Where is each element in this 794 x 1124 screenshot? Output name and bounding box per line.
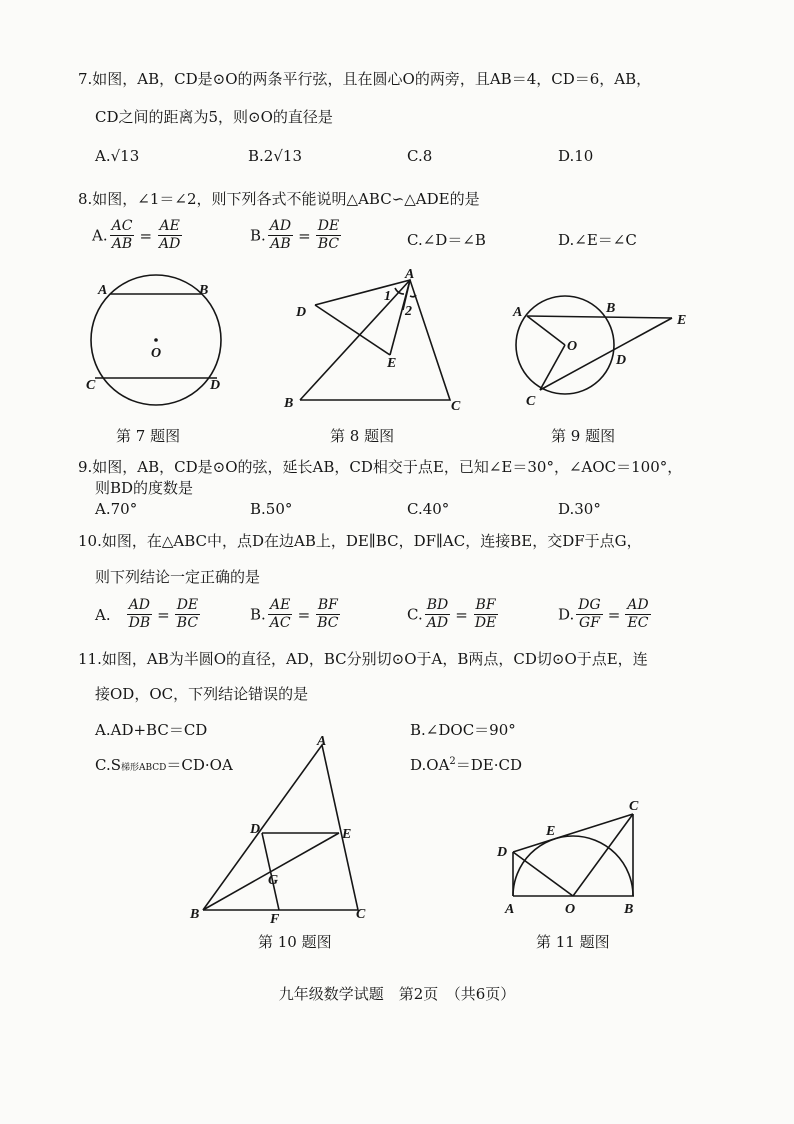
- q10-stem-line2: 则下列结论一定正确的是: [95, 568, 261, 586]
- q11-option-c: C.S梯形ABCD＝CD·OA: [95, 756, 233, 774]
- q9-option-c: C.40°: [407, 500, 450, 518]
- q11-option-a: A.AD+BC＝CD: [95, 721, 208, 739]
- fig11-label-a: A: [505, 902, 515, 917]
- fig8-label-e: E: [387, 356, 397, 371]
- fig7-label-c: C: [86, 378, 96, 393]
- q10-option-d: D. $\frac{DG}{GF}$ = $\frac{AD}{EC}$: [558, 597, 649, 631]
- fig9-label-a: A: [513, 305, 523, 320]
- fig9-caption: 第 9 题图: [551, 427, 616, 445]
- fig7-caption: 第 7 题图: [116, 427, 181, 445]
- fig7-label-o: O: [151, 346, 162, 361]
- q7-option-b: B.2√13: [248, 147, 302, 165]
- fig8-label-b: B: [284, 396, 294, 411]
- figure-11: [513, 814, 634, 896]
- fig11-label-o: O: [565, 902, 576, 917]
- q7-option-d: D.10: [558, 147, 594, 165]
- fig9-label-o: O: [567, 339, 578, 354]
- fig7-label-a: A: [98, 283, 108, 298]
- q11-stem-line1: 11.如图，AB为半圆O的直径，AD，BC分别切⊙O于A，B两点，CD切⊙O于点E，连: [78, 650, 648, 668]
- fig11-label-e: E: [546, 824, 556, 839]
- q9-option-d: D.30°: [558, 500, 601, 518]
- fig9-label-e: E: [677, 313, 687, 328]
- q11-option-b: B.∠DOC＝90°: [410, 721, 516, 739]
- fig9-label-d: D: [616, 353, 627, 368]
- fig10-label-c: C: [356, 907, 366, 922]
- q10-option-b: B. $\frac{AE}{AC}$ = $\frac{BF}{BC}$: [250, 597, 339, 631]
- fig9-label-b: B: [606, 301, 616, 316]
- q8-option-c: C.∠D＝∠B: [407, 231, 486, 249]
- figure-8: [300, 280, 450, 400]
- fig11-label-d: D: [497, 845, 508, 860]
- fig10-caption: 第 10 题图: [258, 933, 332, 951]
- fig8-label-2: 2: [405, 304, 412, 319]
- q9-stem-line1: 9.如图，AB，CD是⊙O的弦，延长AB，CD相交于点E，已知∠E＝30°，∠AOC＝100°，: [78, 458, 683, 476]
- fig11-label-c: C: [629, 799, 639, 814]
- fig8-label-d: D: [296, 305, 307, 320]
- fig10-label-g: G: [268, 873, 279, 888]
- q7-option-c: C.8: [407, 147, 433, 165]
- q9-option-b: B.50°: [250, 500, 293, 518]
- q10-stem-line1: 10.如图，在△ABC中，点D在边AB上，DE∥BC，DF∥AC，连接BE，交DF于点G，: [78, 532, 642, 550]
- q7-option-a: A.√13: [95, 147, 140, 165]
- q8-option-a: A. $\frac{AC}{AB}$ = $\frac{AE}{AD}$: [92, 218, 181, 252]
- q11-stem-line2: 接OD，OC，下列结论错误的是: [95, 685, 309, 703]
- fig7-label-d: D: [210, 378, 221, 393]
- fig8-label-1: 1: [384, 289, 391, 304]
- q10-option-a: A. $\frac{AD}{DB}$ = $\frac{DE}{BC}$: [95, 597, 199, 631]
- q8-option-d: D.∠E＝∠C: [558, 231, 637, 249]
- page-footer: 九年级数学试题 第2页 （共6页）: [278, 985, 516, 1003]
- q11-option-d: $D.OA^2=DE\cdot CD$: [410, 756, 523, 774]
- fig8-label-c: C: [451, 399, 461, 414]
- fig8-caption: 第 8 题图: [330, 427, 395, 445]
- fig11-caption: 第 11 题图: [536, 933, 610, 951]
- q7-stem-line1: 7.如图，AB，CD是⊙O的两条平行弦，且在圆心O的两旁，且AB＝4，CD＝6，AB，: [78, 70, 652, 88]
- q7-stem-line2: CD之间的距离为5，则⊙O的直径是: [95, 108, 333, 126]
- fig10-label-f: F: [270, 912, 280, 927]
- q9-stem-line2: 则BD的度数是: [95, 479, 194, 497]
- fig10-label-a: A: [317, 734, 327, 749]
- q8-option-b: B. $\frac{AD}{AB}$ = $\frac{DE}{BC}$: [250, 218, 340, 252]
- q8-stem: 8.如图，∠1＝∠2，则下列各式不能说明△ABC∽△ADE的是: [78, 190, 480, 208]
- figure-9: [516, 296, 672, 394]
- fig10-label-e: E: [342, 827, 352, 842]
- fig10-label-b: B: [190, 907, 200, 922]
- fig9-label-c: C: [526, 394, 536, 409]
- fig11-label-b: B: [624, 902, 634, 917]
- fig8-label-a: A: [405, 267, 415, 282]
- fig10-label-d: D: [250, 822, 261, 837]
- q9-option-a: A.70°: [95, 500, 138, 518]
- q10-option-c: C. $\frac{BD}{AD}$ = $\frac{BF}{DE}$: [407, 597, 497, 631]
- fig7-label-b: B: [199, 283, 209, 298]
